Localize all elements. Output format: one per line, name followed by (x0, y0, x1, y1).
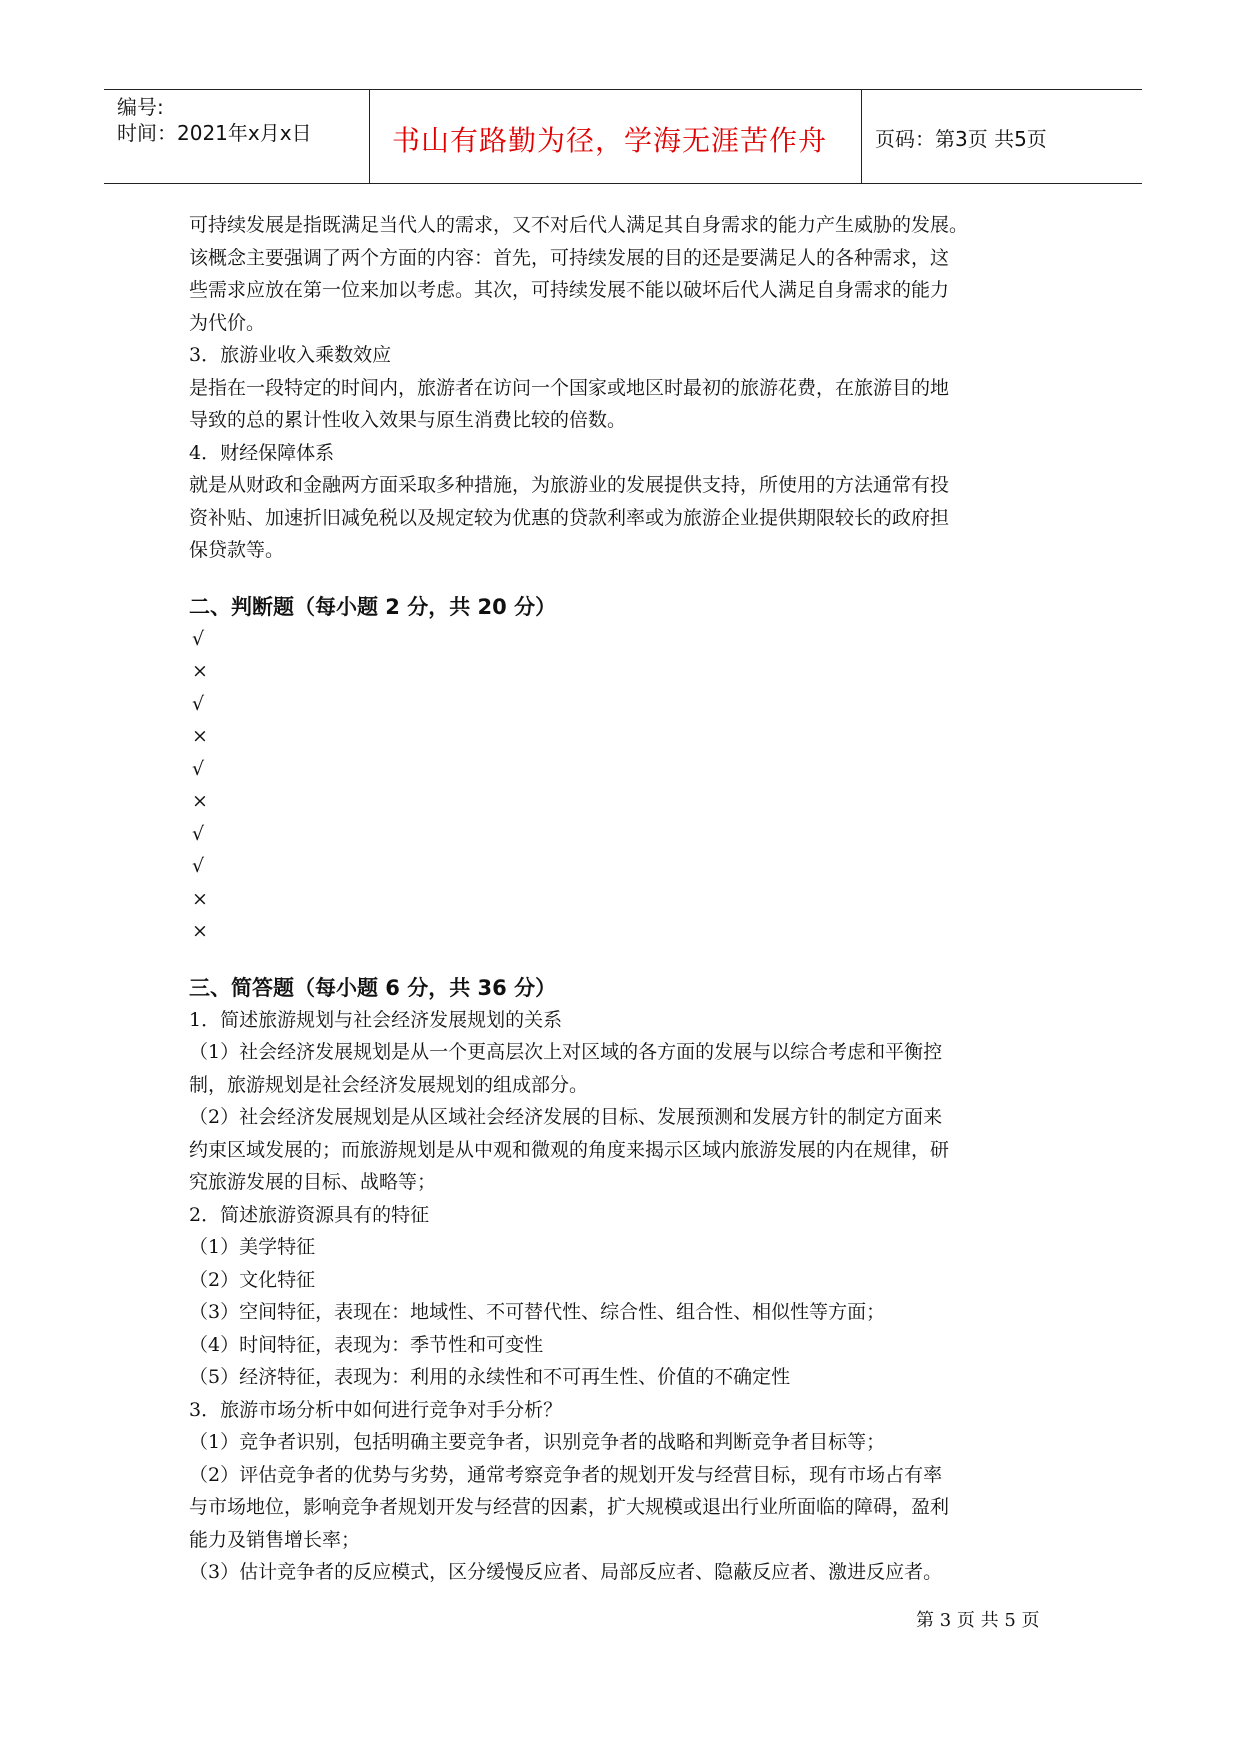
header-divider-right (861, 90, 862, 183)
text-line: 可持续发展是指既满足当代人的需求，又不对后代人满足其自身需求的能力产生威胁的发展。 (189, 214, 969, 236)
text-line: 保贷款等。 (189, 539, 285, 561)
text-line: 制，旅游规划是社会经济发展规划的组成部分。 (189, 1073, 589, 1096)
answer-mark: √ (192, 757, 205, 780)
answer-mark: √ (192, 822, 205, 845)
header-motto: 书山有路勤为径，学海无涯苦作舟 (392, 124, 828, 157)
text-line: 该概念主要强调了两个方面的内容：首先，可持续发展的目的还是要满足人的各种需求，这 (189, 246, 950, 269)
text-line: 与市场地位，影响竞争者规划开发与经营的因素，扩大规模或退出行业所面临的障碍，盈利 (189, 1496, 950, 1518)
text-line: （2）文化特征 (189, 1268, 316, 1291)
answer-mark: √ (192, 627, 205, 650)
text-line: 是指在一段特定的时间内，旅游者在访问一个国家或地区时最初的旅游花费，在旅游目的地 (189, 376, 950, 399)
section-3-title: 三、简答题（每小题 6 分，共 36 分） (189, 975, 557, 1000)
text-line: 导致的总的累计性收入效果与原生消费比较的倍数。 (189, 409, 627, 431)
header-divider-left (369, 90, 370, 183)
answer-mark: √ (192, 692, 205, 715)
header-time-label: 时间：2021年x月x日 (117, 121, 312, 145)
text-line: （1）竞争者识别，包括明确主要竞争者，识别竞争者的战略和判断竞争者目标等； (189, 1431, 886, 1453)
text-line: （1）社会经济发展规划是从一个更高层次上对区域的各方面的发展与以综合考虑和平衡控 (189, 1041, 943, 1063)
text-line: （1）美学特征 (189, 1236, 316, 1258)
item-4-title: 4．财经保障体系 (189, 441, 335, 464)
text-line: 2．简述旅游资源具有的特征 (189, 1203, 430, 1226)
text-line: 能力及销售增长率； (189, 1528, 361, 1551)
text-line: 究旅游发展的目标、战略等； (189, 1171, 437, 1193)
text-line: （2）社会经济发展规划是从区域社会经济发展的目标、发展预测和发展方针的制定方面来 (189, 1106, 943, 1128)
text-line: 些需求应放在第一位来加以考虑。其次，可持续发展不能以破坏后代人满足自身需求的能力 (189, 279, 950, 301)
text-line: 为代价。 (189, 311, 266, 334)
answer-mark: × (192, 660, 208, 682)
section-2-title: 二、判断题（每小题 2 分，共 20 分） (189, 594, 557, 619)
text-line: （5）经济特征，表现为：利用的永续性和不可再生性、价值的不确定性 (189, 1366, 791, 1388)
footer-page-number: 第 3 页 共 5 页 (916, 1610, 1040, 1631)
text-line: （3）估计竞争者的反应模式，区分缓慢反应者、局部反应者、隐蔽反应者、激进反应者。 (189, 1561, 943, 1583)
header-page-label: 页码：第3页 共5页 (875, 127, 1047, 151)
text-line: （3）空间特征，表现在：地域性、不可替代性、综合性、组合性、相似性等方面； (189, 1301, 886, 1323)
answer-mark: √ (192, 855, 205, 877)
answer-mark: × (192, 920, 208, 942)
text-line: 就是从财政和金融两方面采取多种措施，为旅游业的发展提供支持，所使用的方法通常有投 (189, 474, 950, 496)
text-line: 3．旅游市场分析中如何进行竞争对手分析？ (189, 1398, 563, 1421)
text-line: 1．简述旅游规划与社会经济发展规划的关系 (189, 1008, 563, 1031)
item-3-title: 3．旅游业收入乘数效应 (189, 344, 392, 366)
header-bottom-rule (104, 183, 1142, 184)
text-line: 资补贴、加速折旧减免税以及规定较为优惠的贷款利率或为旅游企业提供期限较长的政府担 (189, 506, 950, 529)
text-line: （2）评估竞争者的优势与劣势，通常考察竞争者的规划开发与经营目标，现有市场占有率 (189, 1463, 943, 1486)
answer-mark: × (192, 887, 208, 910)
answer-mark: × (192, 790, 208, 812)
text-line: （4）时间特征，表现为：季节性和可变性 (189, 1333, 544, 1356)
answer-mark: × (192, 725, 208, 747)
document-body (189, 209, 1069, 1589)
text-line: 约束区域发展的；而旅游规划是从中观和微观的角度来揭示区域内旅游发展的内在规律，研 (189, 1138, 950, 1161)
header-top-rule (104, 89, 1142, 90)
header-number-label: 编号: (117, 95, 164, 119)
